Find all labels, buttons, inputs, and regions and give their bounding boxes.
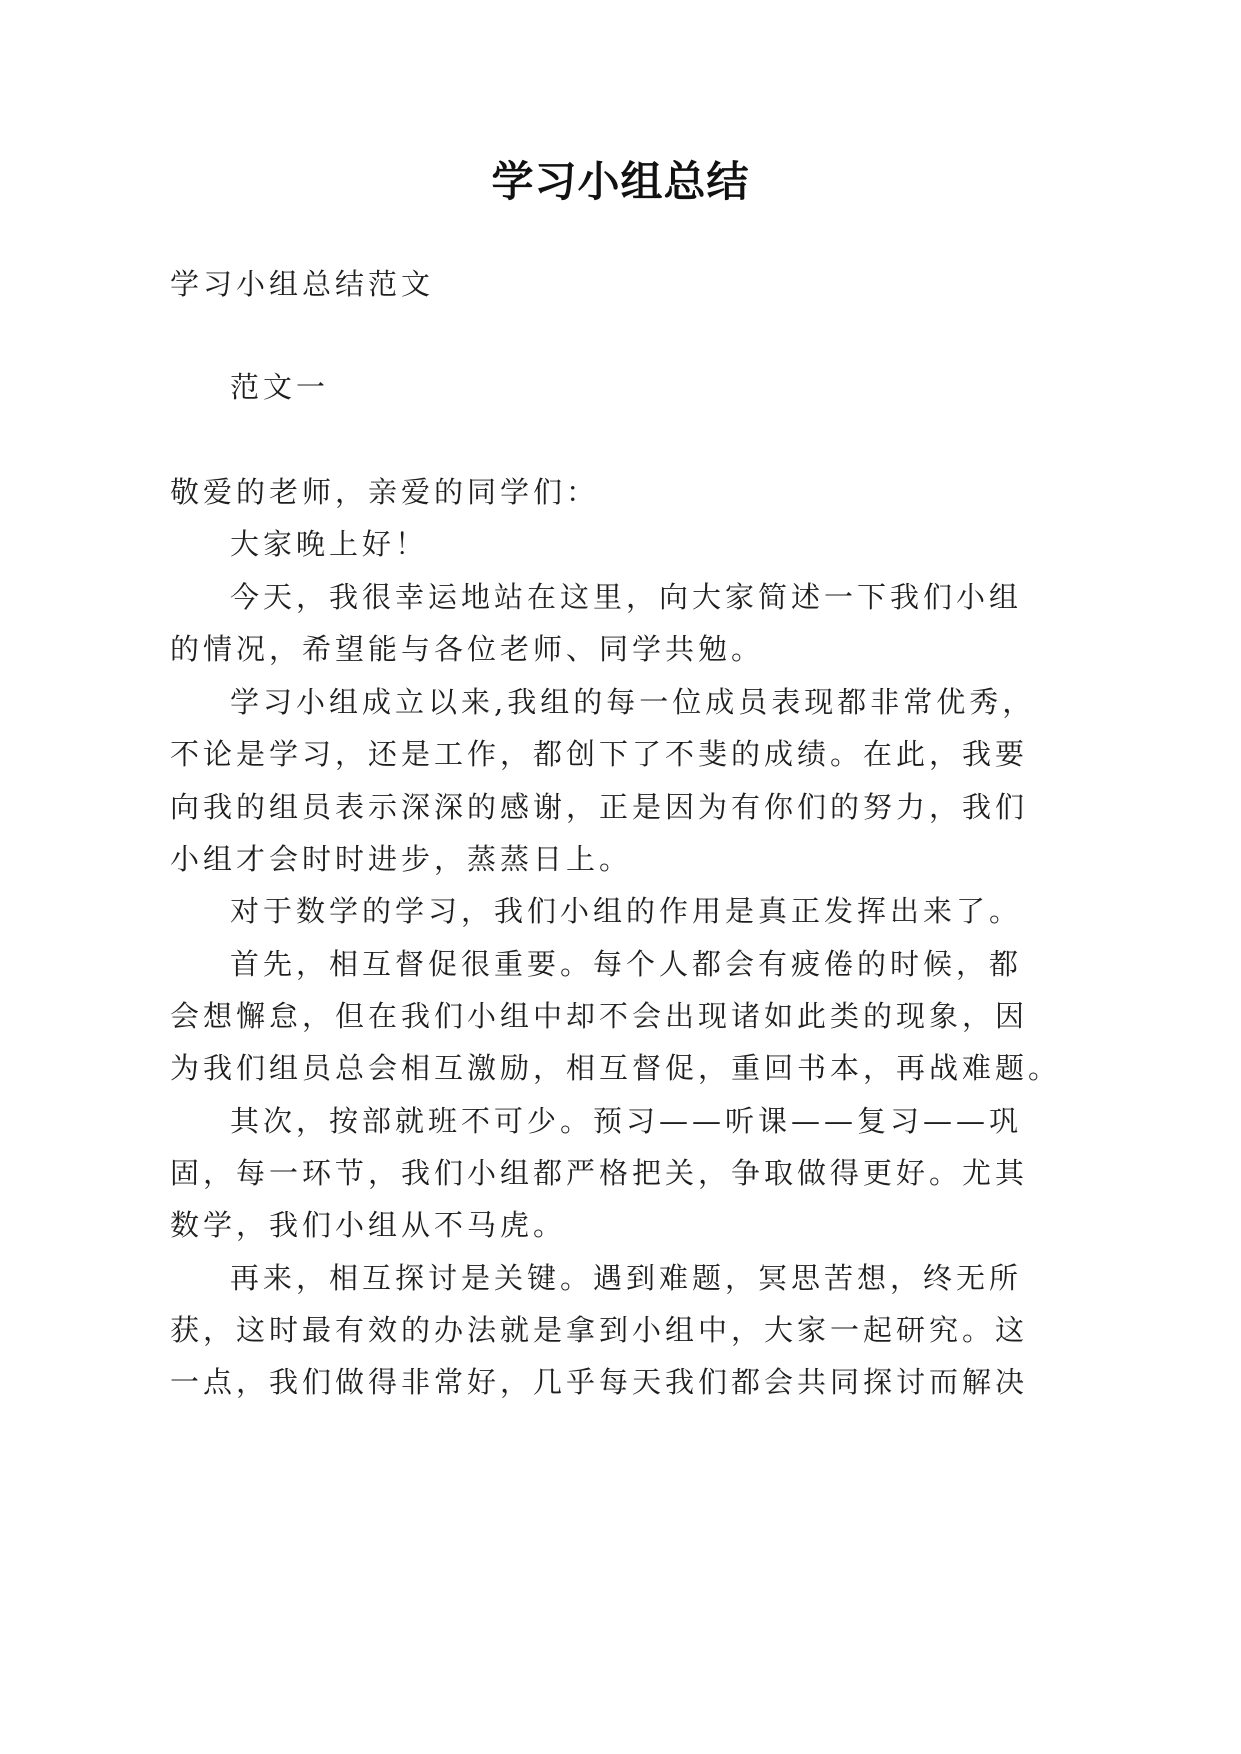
body-line: 向我的组员表示深深的感谢，正是因为有你们的努力，我们 [170,790,1029,824]
salutation: 敬爱的老师，亲爱的同学们： [170,475,600,509]
body-line: 对于数学的学习，我们小组的作用是真正发挥出来了。 [230,894,1023,928]
greeting: 大家晚上好！ [230,527,429,561]
document-subtitle: 学习小组总结范文 [170,267,435,301]
body-line: 其次，按部就班不可少。预习——听课——复习——巩 [230,1104,1023,1138]
document-title: 学习小组总结 [491,157,750,206]
body-line: 学习小组成立以来,我组的每一位成员表现都非常优秀， [230,685,1036,719]
body-line: 会想懈怠，但在我们小组中却不会出现诸如此类的现象，因 [170,999,1029,1033]
body-line: 今天，我很幸运地站在这里，向大家简述一下我们小组 [230,580,1023,614]
body-line: 固，每一环节，我们小组都严格把关，争取做得更好。尤其 [170,1156,1029,1190]
section-heading: 范文一 [230,370,330,404]
body-line: 不论是学习，还是工作，都创下了不斐的成绩。在此，我要 [170,737,1029,771]
body-line: 数学，我们小组从不马虎。 [170,1208,567,1242]
body-line: 的情况，希望能与各位老师、同学共勉。 [170,632,765,666]
body-line: 为我们组员总会相互激励，相互督促，重回书本，再战难题。 [170,1051,1062,1085]
body-line: 小组才会时时进步，蒸蒸日上。 [170,842,633,876]
body-line: 首先，相互督促很重要。每个人都会有疲倦的时候，都 [230,947,1023,981]
body-line: 一点，我们做得非常好，几乎每天我们都会共同探讨而解决 [170,1365,1029,1399]
body-line: 获，这时最有效的办法就是拿到小组中，大家一起研究。这 [170,1313,1029,1347]
body-line: 再来，相互探讨是关键。遇到难题，冥思苦想，终无所 [230,1261,1023,1295]
